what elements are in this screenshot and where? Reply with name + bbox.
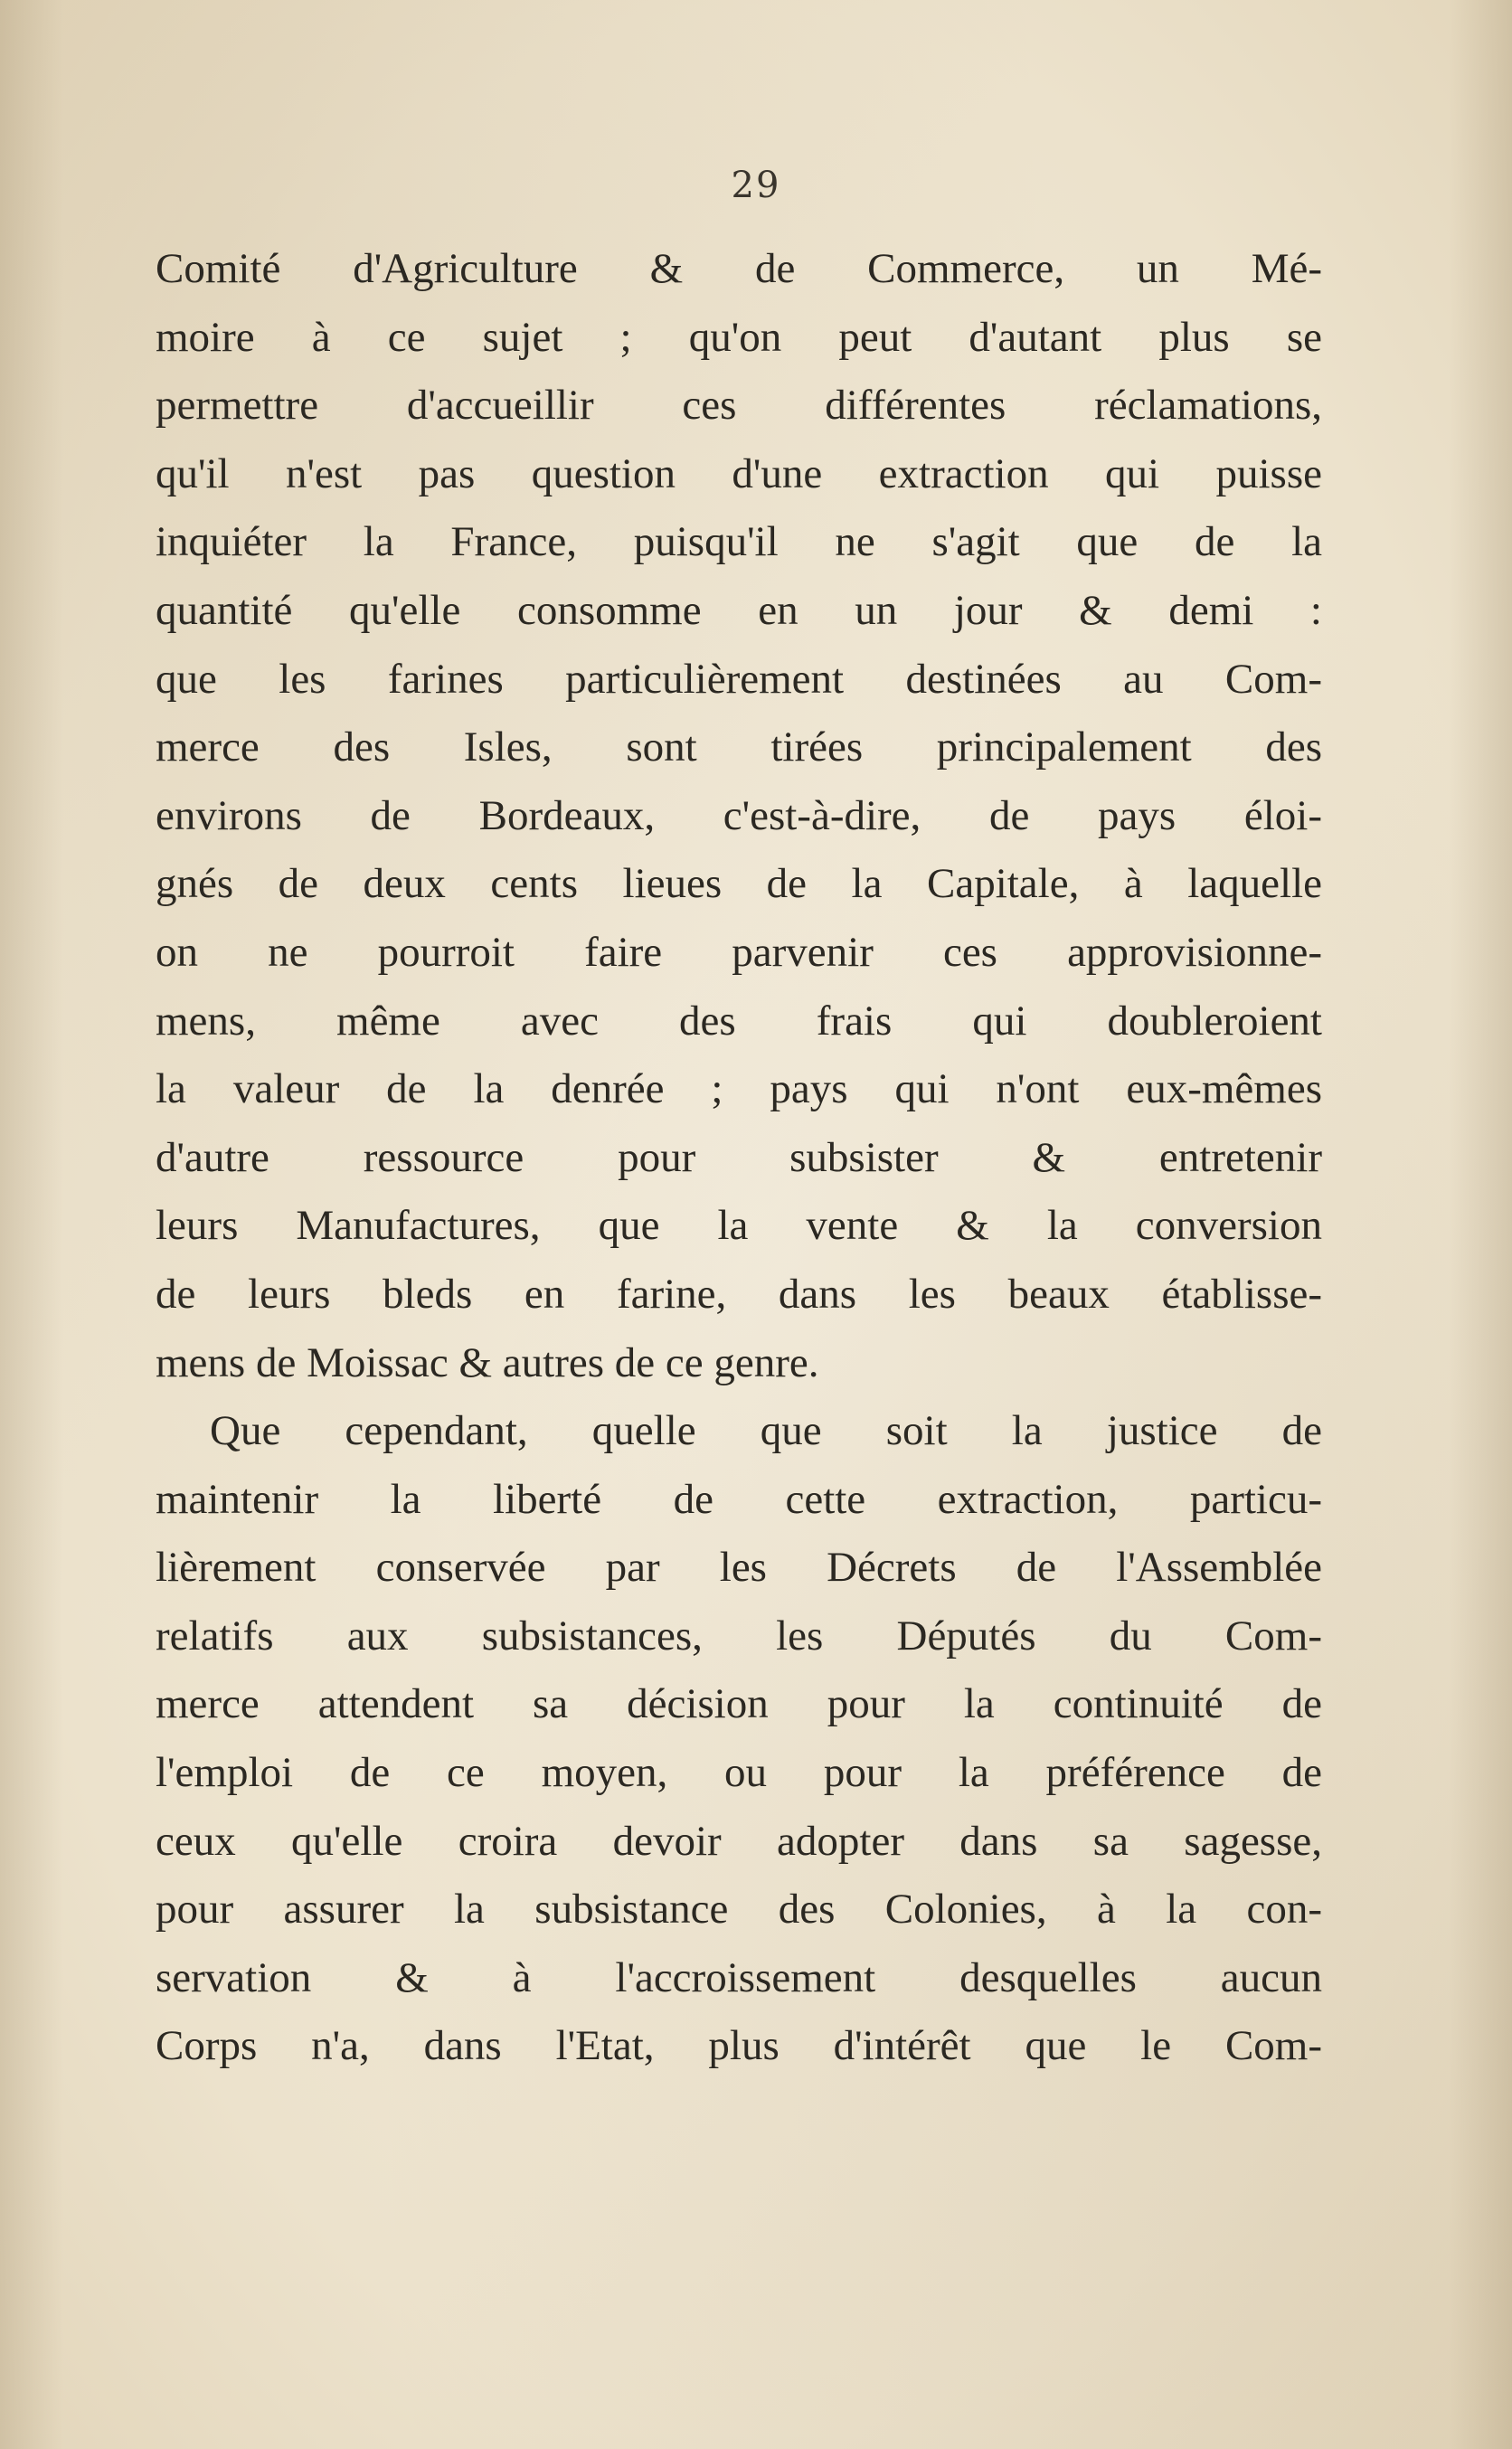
text-line: permettre d'accueillir ces différentes réclamations, bbox=[156, 382, 1322, 430]
text-line: relatifs aux subsistances, les Députés du Com- bbox=[156, 1612, 1322, 1659]
text-line: maintenir la liberté de cette extraction, particu- bbox=[156, 1475, 1322, 1523]
text-line: la valeur de la denrée ; pays qui n'ont eux-mêmes bbox=[156, 1065, 1322, 1113]
text-line: merce attendent sa décision pour la continuité de bbox=[156, 1680, 1322, 1728]
left-edge-shadow bbox=[0, 0, 63, 2449]
text-line: gnés de deux cents lieues de la Capitale, à laquelle bbox=[156, 860, 1322, 908]
text-line: de leurs bleds en farine, dans les beaux établisse- bbox=[156, 1270, 1322, 1318]
text-line: l'emploi de ce moyen, ou pour la préférence de bbox=[156, 1749, 1322, 1797]
paragraph-end-line: mens de Moissac & autres de ce genre. bbox=[156, 1338, 819, 1386]
text-line: pour assurer la subsistance des Colonies, à la con- bbox=[156, 1886, 1322, 1934]
text-line: servation & à l'accroissement desquelles aucun bbox=[156, 1953, 1322, 2001]
text-line: lièrement conservée par les Décrets de l'Assemblée bbox=[156, 1544, 1322, 1592]
text-line: merce des Isles, sont tirées principalement des bbox=[156, 723, 1322, 771]
text-line: Corps n'a, dans l'Etat, plus d'intérêt que le Com- bbox=[156, 2022, 1322, 2070]
text-line: inquiéter la France, puisqu'il ne s'agit que de la bbox=[156, 518, 1322, 566]
text-line: leurs Manufactures, que la vente & la conversion bbox=[156, 1202, 1322, 1250]
text-line: ceux qu'elle croira devoir adopter dans sa sagesse, bbox=[156, 1817, 1322, 1865]
text-line: environs de Bordeaux, c'est-à-dire, de pays éloi- bbox=[156, 791, 1322, 839]
text-line: quantité qu'elle consomme en un jour & demi : bbox=[156, 586, 1322, 634]
text-line: qu'il n'est pas question d'une extraction qui puisse bbox=[156, 449, 1322, 497]
text-line: moire à ce sujet ; qu'on peut d'autant plus se bbox=[156, 313, 1322, 361]
text-line: d'autre ressource pour subsister & entretenir bbox=[156, 1133, 1322, 1181]
page-number: 29 bbox=[731, 165, 781, 206]
text-line: mens, même avec des frais qui doubleroient bbox=[156, 997, 1322, 1045]
text-line: on ne pourroit faire parvenir ces approvisionne- bbox=[156, 928, 1322, 976]
text-line: que les farines particulièrement destinées au Com- bbox=[156, 655, 1322, 703]
right-edge-shadow bbox=[1449, 0, 1512, 2449]
paragraph-start-line: Que cependant, quelle que soit la justice de bbox=[210, 1407, 1322, 1455]
text-line: Comité d'Agriculture & de Commerce, un Mé- bbox=[156, 245, 1322, 292]
body-text bbox=[156, 235, 1322, 2081]
